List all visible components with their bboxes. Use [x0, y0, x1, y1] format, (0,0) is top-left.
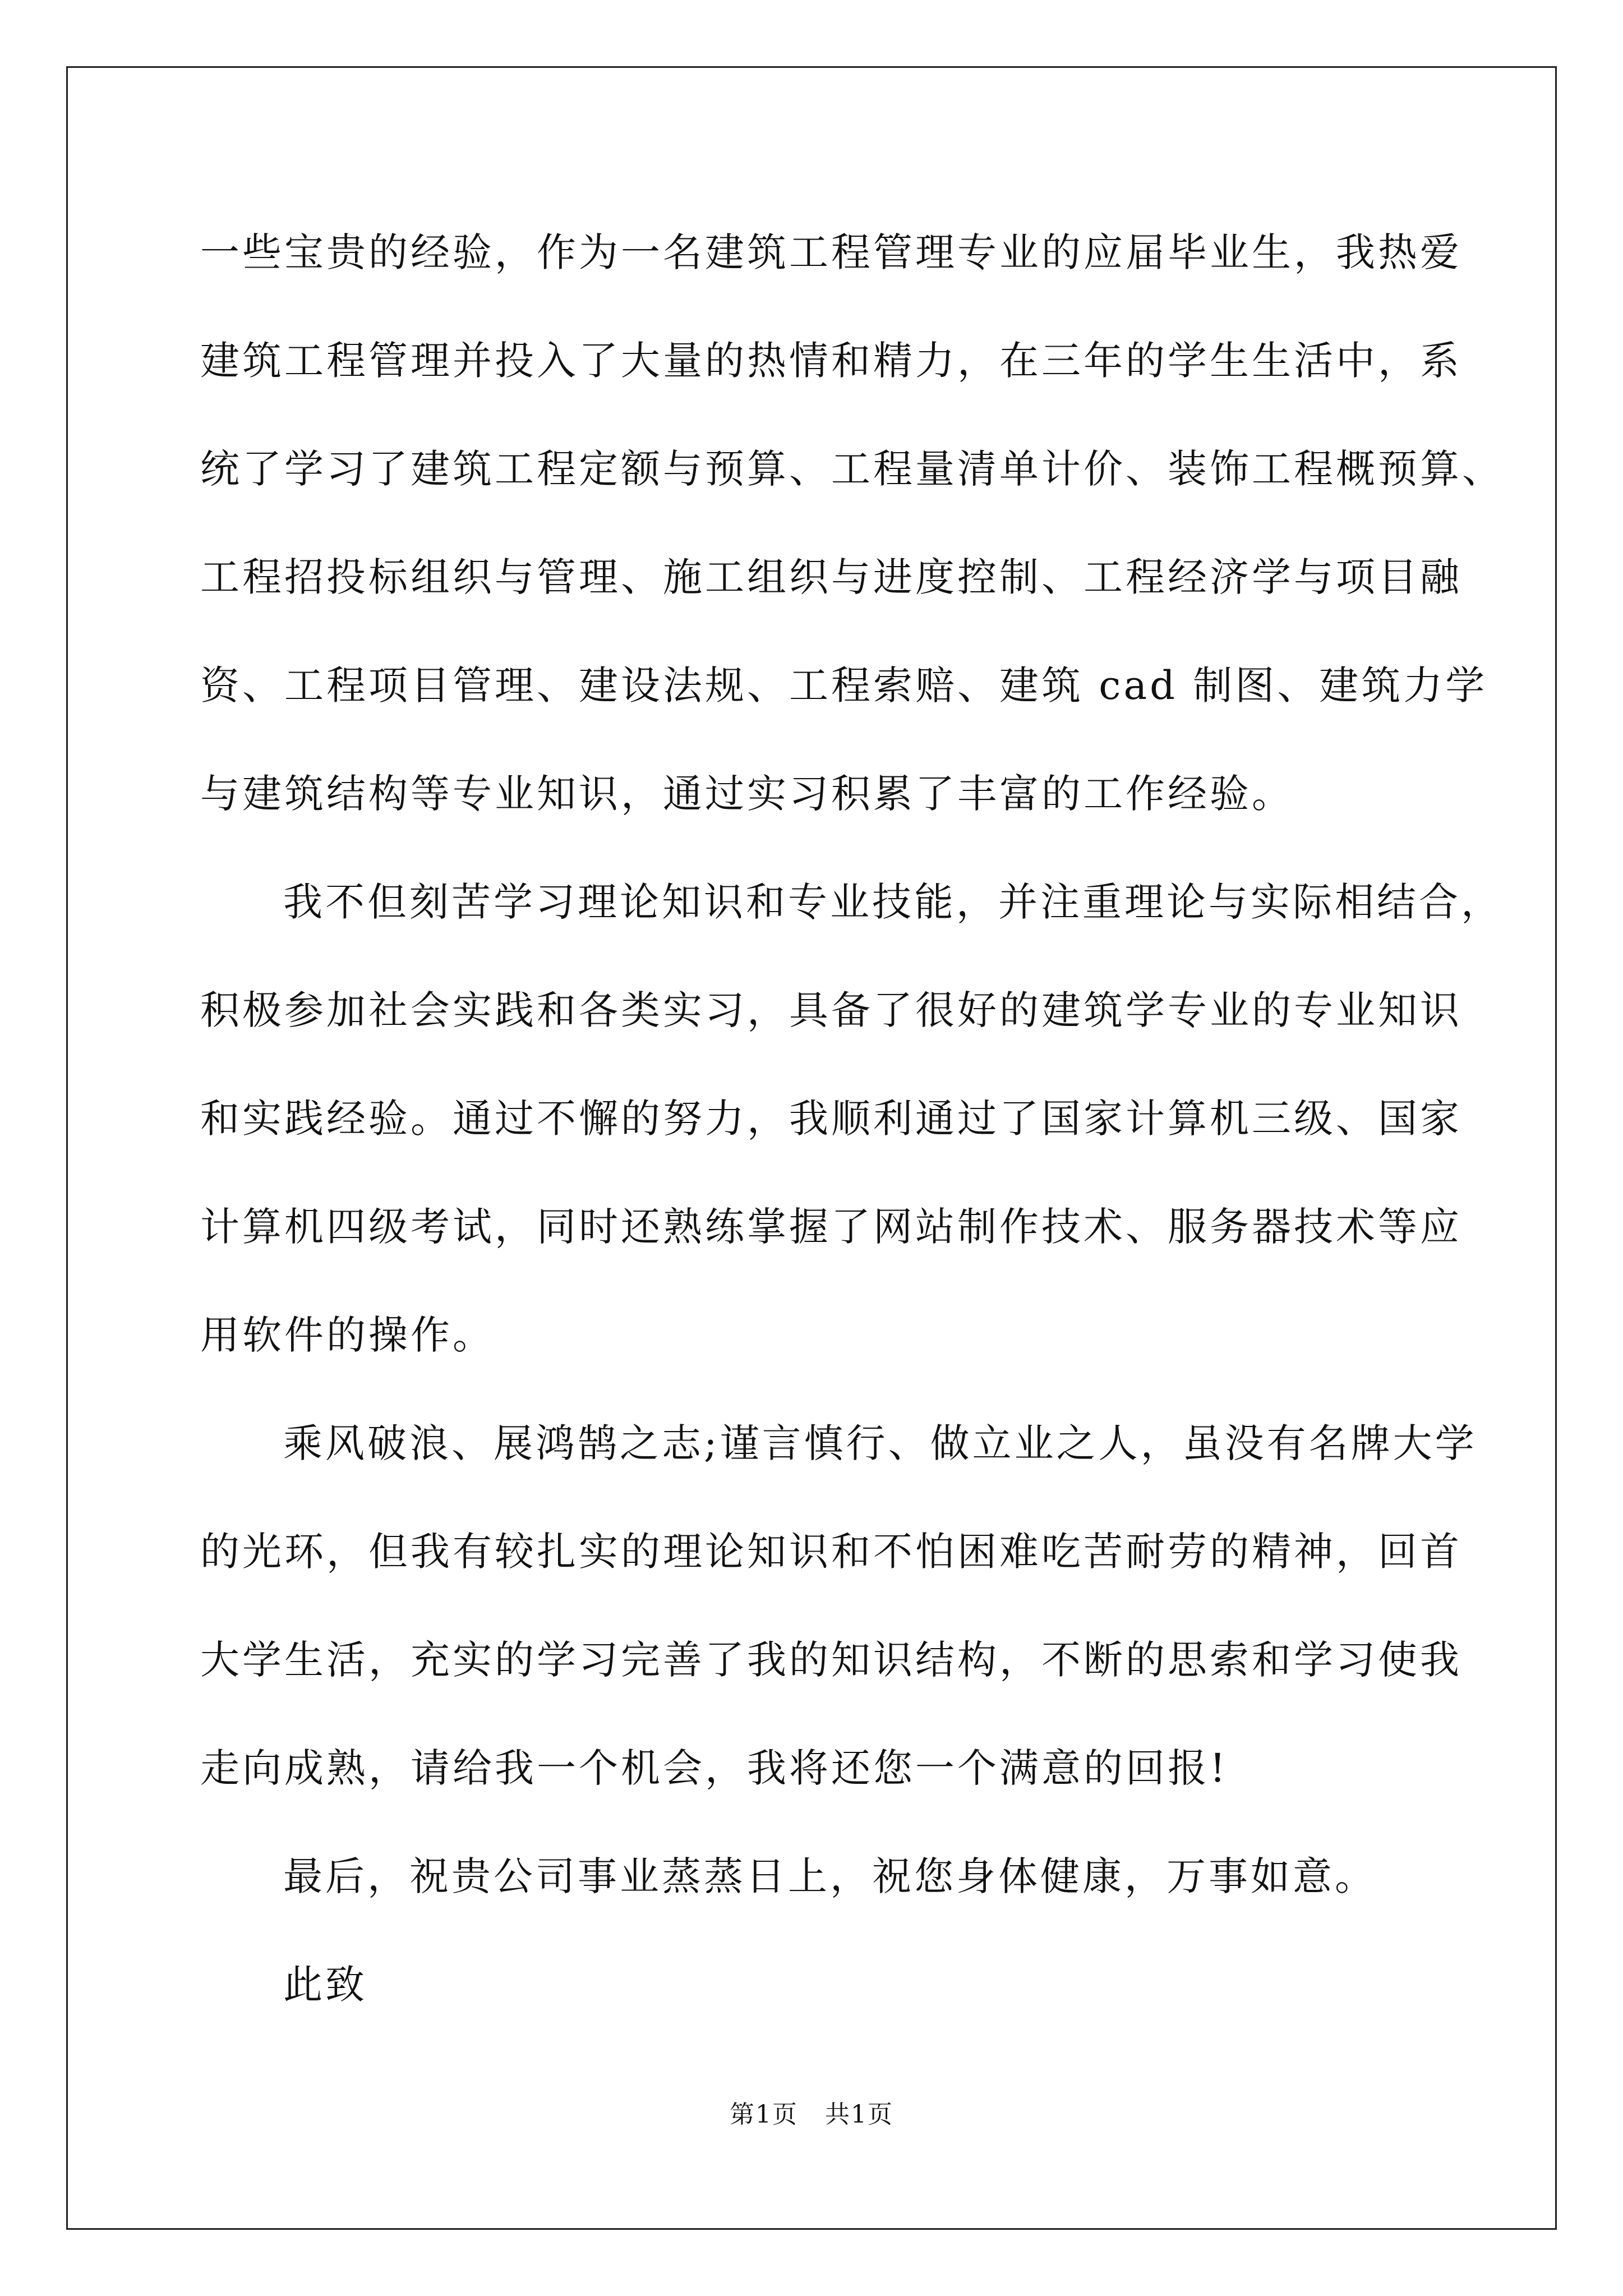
- text-line: 走向成熟，请给我一个机会，我将还您一个满意的回报!: [200, 1745, 1229, 1791]
- text-line: 统了学习了建筑工程定额与预算、工程量清单计价、装饰工程概预算、: [200, 446, 1504, 492]
- text-line: 一些宝贵的经验，作为一名建筑工程管理专业的应届毕业生，我热爱: [200, 229, 1462, 275]
- text-line: 建筑工程管理并投入了大量的热情和精力，在三年的学生生活中，系: [200, 338, 1462, 384]
- closing-salutation: 此致: [283, 1962, 367, 2008]
- text-line: 工程招投标组织与管理、施工组织与进度控制、工程经济学与项目融: [200, 554, 1462, 600]
- page-number: 第1页 共1页: [730, 2100, 893, 2129]
- text-line: 资、工程项目管理、建设法规、工程索赔、建筑 cad 制图、建筑力学: [200, 662, 1488, 708]
- text-line: 最后，祝贵公司事业蒸蒸日上，祝您身体健康，万事如意。: [283, 1853, 1377, 1899]
- text-line: 和实践经验。通过不懈的努力，我顺利通过了国家计算机三级、国家: [200, 1096, 1462, 1142]
- text-line: 我不但刻苦学习理论知识和专业技能，并注重理论与实际相结合，: [283, 879, 1503, 925]
- text-line: 积极参加社会实践和各类实习，具备了很好的建筑学专业的专业知识: [200, 987, 1462, 1033]
- page-footer: [0, 2098, 1623, 2132]
- text-line: 大学生活，充实的学习完善了我的知识结构，不断的思索和学习使我: [200, 1637, 1462, 1683]
- text-line: 乘风破浪、展鸿鹄之志;谨言慎行、做立业之人，虽没有名牌大学: [283, 1420, 1477, 1466]
- text-line: 的光环，但我有较扎实的理论知识和不怕困难吃苦耐劳的精神，回首: [200, 1529, 1462, 1575]
- text-line: 计算机四级考试，同时还熟练掌握了网站制作技术、服务器技术等应: [200, 1204, 1462, 1250]
- text-line: 用软件的操作。: [200, 1312, 495, 1358]
- text-line: 与建筑结构等专业知识，通过实习积累了丰富的工作经验。: [200, 771, 1294, 817]
- document-body: [200, 224, 1504, 2065]
